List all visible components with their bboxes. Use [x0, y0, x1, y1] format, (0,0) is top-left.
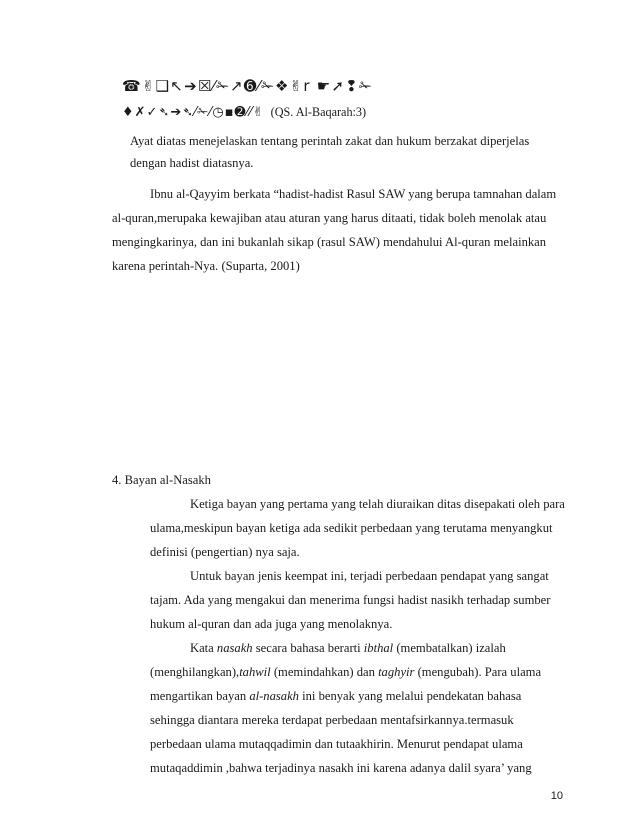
arabic-verse-line-1: ☎✌❑↖➔☒⁄✁↗➏⁄✁❖✌r ☛➚❢✁	[122, 77, 373, 95]
text: (memindahkan) dan	[270, 665, 379, 679]
term-ibthal: ibthal	[363, 641, 394, 655]
verse-reference: (QS. Al-Baqarah:3)	[270, 105, 367, 119]
term-nasakh: nasakh	[216, 641, 253, 655]
section-heading: 4. Bayan al-Nasakh	[112, 473, 211, 487]
para3-line-1	[190, 640, 506, 656]
quote-line-4: karena perintah-Nya. (Suparta, 2001)	[112, 259, 300, 273]
para3-line-2	[150, 664, 541, 680]
text: mengartikan bayan	[150, 689, 250, 703]
text: (menghilangkan),	[150, 665, 240, 679]
term-taghyir: taghyir	[378, 665, 415, 679]
arabic-verse-line-2	[122, 104, 366, 122]
para1-line-2: ulama,meskipun bayan ketiga ada sedikit perbedaan yang terutama menyangkut	[150, 521, 553, 535]
intro-line-1: Ayat diatas menejelaskan tentang perintah zakat dan hukum berzakat diperjelas	[130, 134, 530, 148]
page-number: 10	[550, 790, 563, 802]
term-tahwil: tahwil	[239, 665, 271, 679]
text: (mengubah). Para ulama	[414, 665, 542, 679]
quote-line-2: al-quran,merupaka kewajiban atau aturan yang harus ditaati, tidak boleh menolak atau	[112, 211, 547, 225]
text: secara bahasa berarti	[252, 641, 364, 655]
para2-line-2: tajam. Ada yang mengakui dan menerima fungsi hadist nasikh terhadap sumber	[150, 593, 551, 607]
quote-line-1: Ibnu al-Qayyim berkata “hadist-hadist Rasul SAW yang berupa tamnahan dalam	[150, 187, 557, 201]
intro-line-2: dengan hadist diatasnya.	[130, 156, 254, 170]
para1-line-1: Ketiga bayan yang pertama yang telah diuraikan ditas disepakati oleh para	[190, 497, 565, 511]
term-al-nasakh: al-nasakh	[249, 689, 299, 703]
text: ini benyak yang melalui pendekatan bahasa	[298, 689, 522, 703]
para3-line-5: perbedaan ulama mutaqqadimin dan tutaakhirin. Menurut pendapat ulama	[150, 737, 523, 751]
arabic-verse-glyphs: ♦✗✓➴➔➴⁄✁⁄◷▪➋⁄⁄✌	[122, 105, 265, 120]
para2-line-3: hukum al-quran dan ada juga yang menolaknya.	[150, 617, 393, 631]
text: (membatalkan) izalah	[393, 641, 506, 655]
text: Kata	[190, 641, 217, 655]
para3-line-4: sehingga diantara mereka terdapat perbedaan mentafsirkannya.termasuk	[150, 713, 514, 727]
para3-line-6: mutaqaddimin ,bahwa terjadinya nasakh ini karena adanya dalil syara’ yang	[150, 761, 532, 775]
para1-line-3: definisi (pengertian) nya saja.	[150, 545, 300, 559]
para3-line-3	[150, 688, 521, 704]
para2-line-1: Untuk bayan jenis keempat ini, terjadi perbedaan pendapat yang sangat	[190, 569, 549, 583]
quote-line-3: mengingkarinya, dan ini bukanlah sikap (rasul SAW) mendahului Al-quran melainkan	[112, 235, 547, 249]
